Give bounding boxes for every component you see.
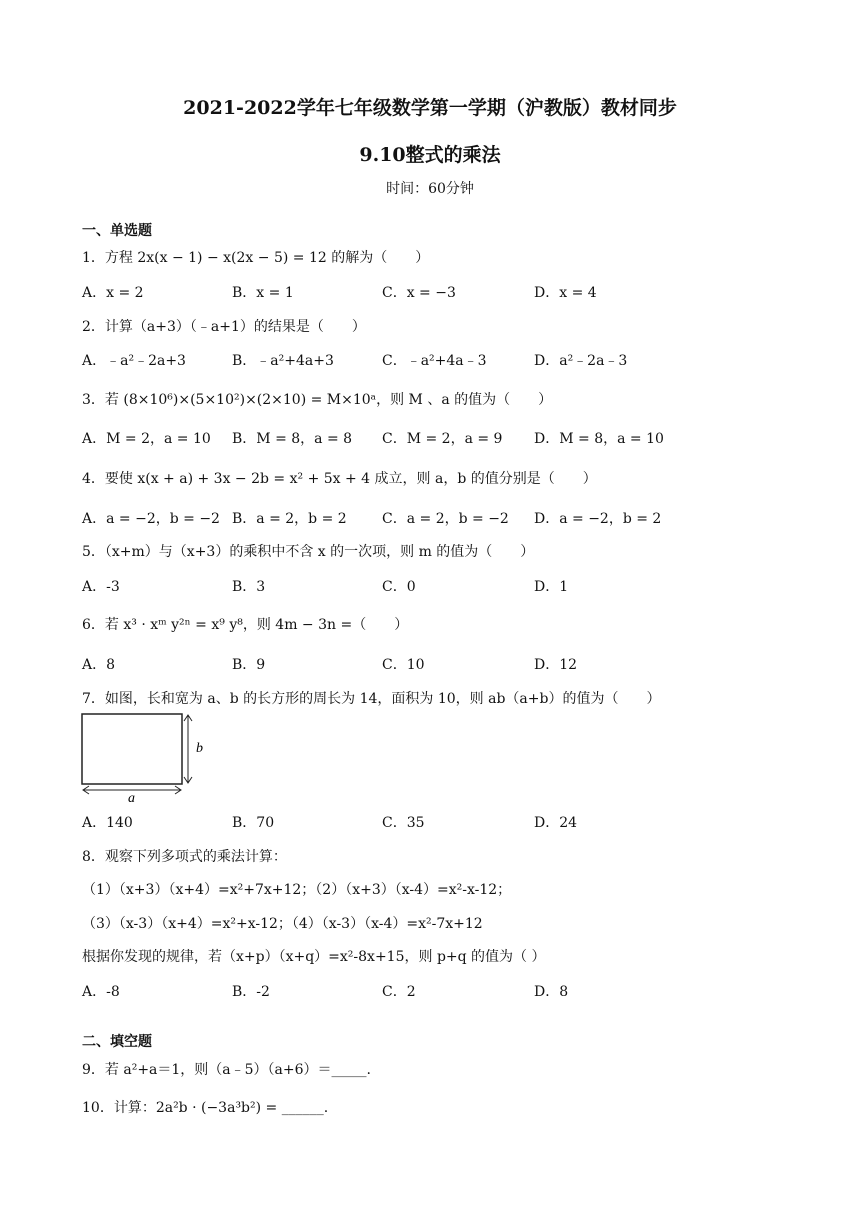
section-heading-fill-blank: 二、填空题: [82, 1034, 152, 1050]
question-6-stem: 6．若 x³ · xᵐ y²ⁿ = x⁹ y⁸，则 4m − 3n =（ ）: [82, 617, 409, 633]
option-b: B．M = 8，a = 8: [232, 431, 353, 447]
question-9-stem: 9．若 a²+a＝1，则（a﹣5）（a+6）＝_____.: [82, 1062, 371, 1078]
option-c: C．2: [382, 984, 416, 1000]
option-b: B．9: [232, 657, 266, 673]
question-5-stem: 5．（x+m）与（x+3）的乘积中不含 x 的一次项，则 m 的值为（ ）: [82, 544, 535, 560]
option-d: D．a²﹣2a﹣3: [534, 353, 628, 369]
page-title: 2021-2022学年七年级数学第一学期（沪教版）教材同步: [183, 97, 677, 119]
question-8-prompt: 根据你发现的规律，若（x+p）（x+q）=x²-8x+15，则 p+q 的值为（ ）: [82, 949, 546, 965]
label-a: a: [128, 791, 135, 802]
section-heading-single-choice: 一、单选题: [82, 223, 152, 239]
option-b: B．﹣a²+4a+3: [232, 353, 334, 369]
option-a: A．a = −2，b = −2: [82, 511, 220, 527]
question-4-options: [82, 508, 782, 530]
option-b: B．3: [232, 579, 266, 595]
question-2-options: [82, 350, 782, 372]
option-c: C．0: [382, 579, 416, 595]
question-7-stem: 7．如图，长和宽为 a、b 的长方形的周长为 14，面积为 10，则 ab（a+b）的值为（ ）: [82, 691, 661, 707]
question-8-stem: 8．观察下列多项式的乘法计算：: [82, 849, 287, 865]
label-b: b: [196, 741, 203, 756]
option-d: D．M = 8，a = 10: [534, 431, 664, 447]
option-d: D．12: [534, 657, 578, 673]
question-3-stem: 3．若 (8×10⁶)×(5×10²)×(2×10) = M×10ᵃ，则 M 、a 的值为（ ）: [82, 392, 553, 408]
option-a: A．﹣a²﹣2a+3: [82, 353, 186, 369]
option-a: A．8: [82, 657, 116, 673]
question-6-options: [82, 654, 782, 676]
option-c: C．10: [382, 657, 425, 673]
option-d: D．1: [534, 579, 569, 595]
option-c: C．x = −3: [382, 285, 456, 301]
question-5-options: [82, 576, 782, 598]
lesson-title: 9.10整式的乘法: [359, 144, 501, 166]
option-a: A．x = 2: [82, 285, 144, 301]
option-d: D．24: [534, 815, 578, 831]
option-a: A．140: [82, 815, 133, 831]
option-a: A．M = 2，a = 10: [82, 431, 211, 447]
question-10-stem: 10．计算：2a²b · (−3a³b²) = ______.: [82, 1100, 329, 1116]
option-c: C．﹣a²+4a﹣3: [382, 353, 487, 369]
option-c: C．a = 2，b = −2: [382, 511, 509, 527]
question-1-stem: 1．方程 2x(x − 1) − x(2x − 5) = 12 的解为（ ）: [82, 250, 430, 266]
question-8-example-1: （1）（x+3）（x+4）=x²+7x+12；（2）（x+3）（x-4）=x²-x-12；: [82, 882, 512, 898]
option-b: B．a = 2，b = 2: [232, 511, 347, 527]
rectangle-figure: [80, 712, 210, 802]
question-3-options: [82, 428, 782, 450]
question-8-example-2: （3）（x-3）（x+4）=x²+x-12；（4）（x-3）（x-4）=x²-7x+12: [82, 916, 483, 932]
option-b: B．70: [232, 815, 275, 831]
option-b: B．x = 1: [232, 285, 294, 301]
option-b: B．-2: [232, 984, 270, 1000]
question-8-options: [82, 981, 782, 1003]
question-7-options: [82, 812, 782, 834]
question-1-options: [82, 282, 782, 304]
option-c: C．35: [382, 815, 425, 831]
option-d: D．8: [534, 984, 569, 1000]
question-4-stem: 4．要使 x(x + a) + 3x − 2b = x² + 5x + 4 成立，则 a，b 的值分别是（ ）: [82, 471, 597, 487]
rectangle-shape: [82, 714, 182, 784]
option-a: A．-3: [82, 579, 120, 595]
time-limit: 时间：60分钟: [386, 181, 474, 197]
option-a: A．-8: [82, 984, 120, 1000]
option-d: D．a = −2，b = 2: [534, 511, 662, 527]
question-2-stem: 2．计算（a+3）（﹣a+1）的结果是（ ）: [82, 319, 366, 335]
option-c: C．M = 2，a = 9: [382, 431, 503, 447]
option-d: D．x = 4: [534, 285, 597, 301]
